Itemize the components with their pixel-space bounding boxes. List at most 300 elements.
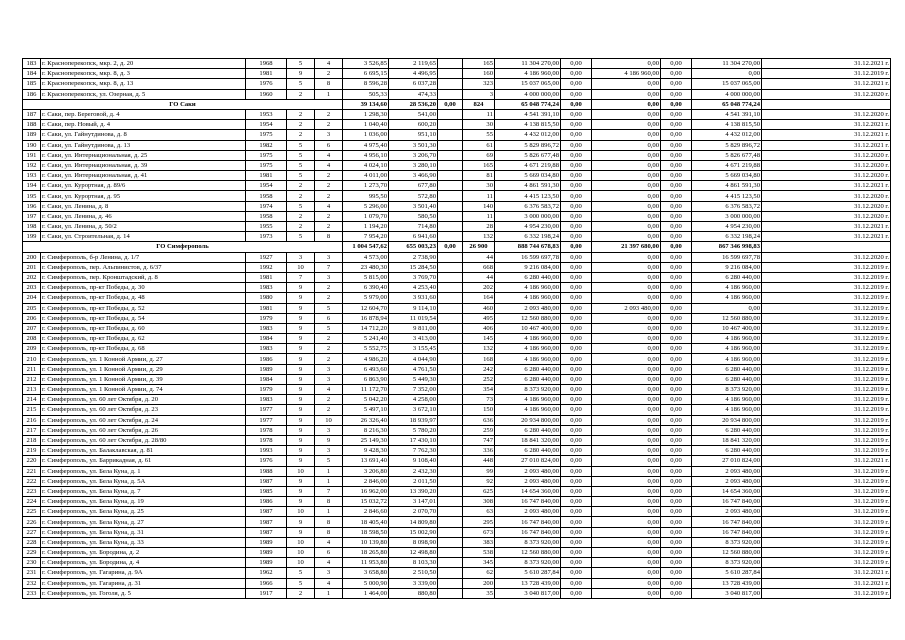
table-cell xyxy=(438,385,463,395)
table-cell: 6 280 440,00 xyxy=(692,272,762,282)
table-cell: г. Симферополь, ул. Бела Куна, д. 1 xyxy=(41,466,246,476)
table-cell: 31.12.2019 г. xyxy=(762,497,891,507)
table-cell: 2 xyxy=(287,120,315,130)
table-cell: 14 654 360,00 xyxy=(692,486,762,496)
table-cell: 219 xyxy=(23,446,41,456)
table-cell xyxy=(438,588,463,598)
table-cell: 0,00 xyxy=(561,252,592,262)
table-cell: 212 xyxy=(23,374,41,384)
table-cell: 150 xyxy=(463,405,495,415)
table-cell: 13 390,20 xyxy=(389,486,438,496)
table-cell: 160 xyxy=(463,69,495,79)
table-cell: 3 xyxy=(315,446,343,456)
table-cell: 9 xyxy=(315,435,343,445)
table-cell xyxy=(438,507,463,517)
table-row xyxy=(23,262,891,272)
table-cell: 0,00 xyxy=(661,527,692,537)
table-cell: 5 449,30 xyxy=(389,374,438,384)
table-cell: 1984 xyxy=(246,374,287,384)
table-cell: г. Симферополь, ул. Бела Куна, д. 27 xyxy=(41,517,246,527)
table-cell: г. Симферополь, пр-кт Победы, д. 30 xyxy=(41,283,246,293)
table-row xyxy=(23,415,891,425)
table-cell: 1976 xyxy=(246,456,287,466)
table-cell: 16 747 840,00 xyxy=(692,527,762,537)
table-cell xyxy=(438,262,463,272)
table-cell: 31.12.2020 г. xyxy=(762,252,891,262)
table-cell: 191 xyxy=(23,150,41,160)
table-cell: 9 108,40 xyxy=(389,456,438,466)
table-cell: 9 216 084,00 xyxy=(692,262,762,272)
table-cell: 1927 xyxy=(246,252,287,262)
table-cell: г. Симферополь, ул. 60 лет Октября, д. 20 xyxy=(41,395,246,405)
table-cell: г. Саки, ул. Курортная, д. 89/6 xyxy=(41,181,246,191)
table-cell: 4 186 960,00 xyxy=(495,405,561,415)
table-cell: 1987 xyxy=(246,507,287,517)
table-cell: 0,00 xyxy=(661,323,692,333)
table-cell xyxy=(438,79,463,89)
table-cell: 3 xyxy=(315,374,343,384)
table-cell: 11 304 270,00 xyxy=(692,59,762,69)
table-cell: г. Симферополь, ул. Баррикадная, д. 61 xyxy=(41,456,246,466)
table-cell xyxy=(438,578,463,588)
table-cell: 2 093 480,00 xyxy=(495,303,561,313)
table-cell: 15 002,90 xyxy=(389,527,438,537)
table-cell: 600,20 xyxy=(389,120,438,130)
table-cell: 8 xyxy=(315,517,343,527)
table-cell: 2 xyxy=(287,181,315,191)
table-cell: 11 xyxy=(463,191,495,201)
table-cell: 11 304 270,00 xyxy=(495,59,561,69)
table-cell: 3 501,30 xyxy=(389,140,438,150)
table-cell: 31.12.2021 г. xyxy=(762,568,891,578)
table-cell: 0,00 xyxy=(561,181,592,191)
table-cell: 81 xyxy=(463,171,495,181)
table-cell: 69 xyxy=(463,150,495,160)
table-cell xyxy=(438,303,463,313)
table-cell: 31.12.2019 г. xyxy=(762,558,891,568)
table-row xyxy=(23,272,891,282)
table-cell: г. Симферополь, ул. Бела Куна, д. 19 xyxy=(41,497,246,507)
table-cell: 448 xyxy=(463,456,495,466)
table-cell: 31.12.2019 г. xyxy=(762,385,891,395)
table-row xyxy=(23,222,891,232)
table-cell: г. Саки, ул. Ленина, д. 50/2 xyxy=(41,222,246,232)
table-cell: 2 xyxy=(315,293,343,303)
table-cell: 0,00 xyxy=(592,486,661,496)
table-cell: 0,00 xyxy=(661,344,692,354)
table-cell: 2 xyxy=(287,588,315,598)
table-cell: 1987 xyxy=(246,476,287,486)
table-cell: 31.12.2019 г. xyxy=(762,435,891,445)
table-row xyxy=(23,252,891,262)
table-cell: 23 480,30 xyxy=(343,262,389,272)
table-cell: 5 610 287,84 xyxy=(495,568,561,578)
table-cell: 187 xyxy=(23,109,41,119)
table-cell: 0,00 xyxy=(661,578,692,588)
table-cell: 0,00 xyxy=(661,303,692,313)
table-cell: 0,00 xyxy=(561,568,592,578)
table-cell: 2 xyxy=(287,130,315,140)
table-row xyxy=(23,293,891,303)
table-cell: 31.12.2020 г. xyxy=(762,89,891,99)
table-cell: 14 654 360,00 xyxy=(495,486,561,496)
table-cell: 206 xyxy=(23,313,41,323)
table-row xyxy=(23,232,891,242)
table-cell: 9 xyxy=(287,425,315,435)
table-cell xyxy=(438,160,463,170)
table-cell: 15 037 065,00 xyxy=(495,79,561,89)
table-cell: 0,00 xyxy=(561,303,592,313)
table-cell: 714,80 xyxy=(389,222,438,232)
table-cell: 213 xyxy=(23,385,41,395)
table-cell: 1992 xyxy=(246,262,287,272)
table-cell: 10 467 400,00 xyxy=(495,323,561,333)
table-cell: 31.12.2021 г. xyxy=(762,222,891,232)
table-cell xyxy=(438,456,463,466)
table-cell: 3 206,70 xyxy=(389,150,438,160)
table-cell: 31.12.2019 г. xyxy=(762,323,891,333)
table-cell: 31.12.2019 г. xyxy=(762,476,891,486)
table-cell: 0,00 xyxy=(561,89,592,99)
table-cell: 5 xyxy=(287,79,315,89)
table-cell: 31.12.2019 г. xyxy=(762,466,891,476)
table-cell: 220 xyxy=(23,456,41,466)
table-cell: 4 186 960,00 xyxy=(592,69,661,79)
table-cell: 0,00 xyxy=(561,537,592,547)
table-cell: 747 xyxy=(463,435,495,445)
table-cell: 31.12.2021 г. xyxy=(762,130,891,140)
table-cell xyxy=(438,425,463,435)
table-cell: 226 xyxy=(23,517,41,527)
table-cell: 580,50 xyxy=(389,211,438,221)
table-cell: 3 672,10 xyxy=(389,405,438,415)
table-cell: 3 147,01 xyxy=(389,497,438,507)
table-cell: 13 728 439,00 xyxy=(692,578,762,588)
table-row xyxy=(23,517,891,527)
table-cell: 0,00 xyxy=(661,191,692,201)
table-cell: 0,00 xyxy=(438,242,463,252)
table-cell: г. Симферополь, ул. Бела Куна, д. 25 xyxy=(41,507,246,517)
table-cell: 61 xyxy=(463,140,495,150)
table-cell: 18 405,40 xyxy=(343,517,389,527)
table-cell: 184 xyxy=(23,69,41,79)
table-cell: г. Симферополь, ул. 1 Конной Армии, д. 74 xyxy=(41,385,246,395)
table-row xyxy=(23,313,891,323)
table-cell: 31.12.2020 г. xyxy=(762,191,891,201)
capital-repair-table xyxy=(22,58,891,599)
table-row xyxy=(23,140,891,150)
table-cell: 0,00 xyxy=(561,262,592,272)
table-cell: 0,00 xyxy=(661,435,692,445)
table-cell: 2 093 480,00 xyxy=(692,507,762,517)
table-cell: 26 326,40 xyxy=(343,415,389,425)
table-cell: 31.12.2021 г. xyxy=(762,59,891,69)
table-cell: 9 xyxy=(287,374,315,384)
table-cell: 1983 xyxy=(246,283,287,293)
table-cell: 5 xyxy=(287,578,315,588)
table-cell: 1 273,70 xyxy=(343,181,389,191)
table-cell: 0,00 xyxy=(661,140,692,150)
table-cell: 231 xyxy=(23,568,41,578)
table-cell xyxy=(438,222,463,232)
table-cell: 0,00 xyxy=(592,476,661,486)
table-row xyxy=(23,354,891,364)
table-cell: г. Саки, пер. Новый, д. 4 xyxy=(41,120,246,130)
table-cell: 0,00 xyxy=(561,334,592,344)
table-cell: г. Саки, ул. Интернациональная, д. 41 xyxy=(41,171,246,181)
table-cell: 10 xyxy=(287,507,315,517)
table-cell: 0,00 xyxy=(561,588,592,598)
table-row xyxy=(23,568,891,578)
table-cell: 0,00 xyxy=(561,405,592,415)
table-cell: 2 xyxy=(315,334,343,344)
table-cell: 2 xyxy=(287,191,315,201)
table-cell: 4 541 391,10 xyxy=(495,109,561,119)
table-cell: г. Симферополь, ул. Гагарина, д. 9А xyxy=(41,568,246,578)
table-cell: 0,00 xyxy=(661,456,692,466)
table-cell: 31.12.2019 г. xyxy=(762,486,891,496)
table-cell: 0,00 xyxy=(661,486,692,496)
table-cell xyxy=(438,537,463,547)
table-cell: 3 xyxy=(287,252,315,262)
table-cell: 4 415 123,50 xyxy=(495,191,561,201)
table-cell: 0,00 xyxy=(561,120,592,130)
table-cell: 1984 xyxy=(246,334,287,344)
table-cell: 3 000 000,00 xyxy=(692,211,762,221)
table-cell: 31.12.2019 г. xyxy=(762,283,891,293)
table-cell xyxy=(438,558,463,568)
table-row xyxy=(23,374,891,384)
table-cell: г. Саки, ул. Гайнутдинова, д. 8 xyxy=(41,130,246,140)
table-cell: 995,50 xyxy=(343,191,389,201)
table-cell: г. Симферополь, б-р Ленина, д. 1/7 xyxy=(41,252,246,262)
table-cell: 10 xyxy=(315,415,343,425)
table-cell: 192 xyxy=(23,160,41,170)
table-cell: г. Симферополь, пр-кт Победы, д. 60 xyxy=(41,323,246,333)
table-cell: 0,00 xyxy=(661,507,692,517)
table-cell: 3 280,10 xyxy=(389,160,438,170)
table-cell: 28 536,20 xyxy=(389,99,438,109)
table-cell: 5 296,00 xyxy=(343,201,389,211)
table-cell xyxy=(438,517,463,527)
table-cell: 2 738,90 xyxy=(389,252,438,262)
table-cell: 201 xyxy=(23,262,41,272)
table-cell: 3 xyxy=(315,425,343,435)
table-cell: 0,00 xyxy=(561,558,592,568)
table-cell: 0,00 xyxy=(661,364,692,374)
table-cell: 5 042,20 xyxy=(343,395,389,405)
table-cell: 202 xyxy=(23,272,41,282)
table-cell: 1975 xyxy=(246,150,287,160)
table-cell: 0,00 xyxy=(592,252,661,262)
table-cell: 0,00 xyxy=(592,364,661,374)
table-cell: 0,00 xyxy=(592,435,661,445)
table-cell: 18 841 320,00 xyxy=(692,435,762,445)
table-cell xyxy=(438,527,463,537)
table-row xyxy=(23,548,891,558)
table-cell xyxy=(438,89,463,99)
table-cell: 4 573,00 xyxy=(343,252,389,262)
table-cell: 1981 xyxy=(246,303,287,313)
table-cell: 6 941,60 xyxy=(389,232,438,242)
table-cell: 5 497,10 xyxy=(343,405,389,415)
table-cell: 1962 xyxy=(246,568,287,578)
table-cell: 9 xyxy=(287,486,315,496)
table-cell: 195 xyxy=(23,191,41,201)
table-cell: 18 841 320,00 xyxy=(495,435,561,445)
table-cell: 1973 xyxy=(246,232,287,242)
table-cell: 4 186 960,00 xyxy=(692,395,762,405)
table-cell: 345 xyxy=(463,558,495,568)
table-cell: 4 186 960,00 xyxy=(495,395,561,405)
table-cell: 230 xyxy=(23,558,41,568)
table-cell: 5 xyxy=(287,232,315,242)
table-cell: 31.12.2019 г. xyxy=(762,313,891,323)
table-cell: 198 xyxy=(23,222,41,232)
table-cell: 677,80 xyxy=(389,181,438,191)
table-cell: 16 747 840,00 xyxy=(495,517,561,527)
table-cell: 18 939,97 xyxy=(389,415,438,425)
table-cell: 31.12.2021 г. xyxy=(762,578,891,588)
table-cell: 31.12.2019 г. xyxy=(762,374,891,384)
table-cell: 2 093 480,00 xyxy=(495,476,561,486)
table-cell: 31.12.2019 г. xyxy=(762,293,891,303)
table-row xyxy=(23,160,891,170)
table-cell: 12 498,80 xyxy=(389,548,438,558)
table-cell: 12 560 880,00 xyxy=(495,313,561,323)
table-cell xyxy=(438,405,463,415)
table-cell: 188 xyxy=(23,120,41,130)
table-cell: 538 xyxy=(463,548,495,558)
table-cell: 0,00 xyxy=(561,232,592,242)
table-cell: 5 826 677,48 xyxy=(692,150,762,160)
table-cell: 308 xyxy=(463,497,495,507)
table-row xyxy=(23,201,891,211)
table-cell: 2 xyxy=(287,222,315,232)
table-cell: 4 954 230,00 xyxy=(495,222,561,232)
table-cell: 0,00 xyxy=(561,313,592,323)
table-cell: 6 280 440,00 xyxy=(692,364,762,374)
table-cell: 6 332 198,24 xyxy=(692,232,762,242)
table-cell: 0,00 xyxy=(561,527,592,537)
table-cell: 8 xyxy=(315,497,343,507)
table-cell xyxy=(438,201,463,211)
table-cell: 190 xyxy=(23,140,41,150)
table-cell: 541,00 xyxy=(389,109,438,119)
table-cell: 1983 xyxy=(246,395,287,405)
table-cell: 2 011,50 xyxy=(389,476,438,486)
table-cell: 31.12.2019 г. xyxy=(762,303,891,313)
table-cell: 4 xyxy=(315,558,343,568)
table-cell: 8 xyxy=(315,79,343,89)
table-cell: 26 900 xyxy=(463,242,495,252)
table-cell: 31.12.2019 г. xyxy=(762,354,891,364)
table-cell: 1 004 547,62 xyxy=(343,242,389,252)
table-cell: 14 809,80 xyxy=(389,517,438,527)
table-cell xyxy=(438,466,463,476)
table-cell: 6 xyxy=(315,140,343,150)
table-cell: 888 744 678,83 xyxy=(495,242,561,252)
table-cell: 1975 xyxy=(246,130,287,140)
table-cell xyxy=(438,191,463,201)
table-cell: 31.12.2021 г. xyxy=(762,232,891,242)
table-cell: 31.12.2020 г. xyxy=(762,160,891,170)
table-cell: 5 829 896,72 xyxy=(495,140,561,150)
table-cell: 31.12.2019 г. xyxy=(762,548,891,558)
table-cell: 1976 xyxy=(246,79,287,89)
table-cell: 6 376 583,72 xyxy=(495,201,561,211)
table-cell: 0,00 xyxy=(592,385,661,395)
table-cell: 10 xyxy=(287,548,315,558)
table-cell: 217 xyxy=(23,425,41,435)
table-row xyxy=(23,476,891,486)
table-cell: 6 863,90 xyxy=(343,374,389,384)
table-cell: 223 xyxy=(23,486,41,496)
table-cell: 4 186 960,00 xyxy=(495,334,561,344)
table-cell: г. Симферополь, пер. Альпинистов, д. 6/37 xyxy=(41,262,246,272)
table-cell: 5 000,90 xyxy=(343,578,389,588)
table-cell: 4 xyxy=(315,537,343,547)
table-cell: 4 000 000,00 xyxy=(692,89,762,99)
table-cell: 0,00 xyxy=(661,354,692,364)
table-cell: 17 430,10 xyxy=(389,435,438,445)
table-cell: 0,00 xyxy=(561,344,592,354)
table-cell: 0,00 xyxy=(592,181,661,191)
table-cell: 4 186 960,00 xyxy=(692,283,762,293)
table-cell: 200 xyxy=(463,578,495,588)
table-cell: 31.12.2020 г. xyxy=(762,171,891,181)
table-cell: 5 xyxy=(287,140,315,150)
table-cell xyxy=(438,435,463,445)
table-cell: 73 xyxy=(463,395,495,405)
table-cell: 4 415 123,50 xyxy=(692,191,762,201)
table-cell: 0,00 xyxy=(661,59,692,69)
table-cell: 9 xyxy=(287,405,315,415)
table-cell: 92 xyxy=(463,476,495,486)
table-cell: 0,00 xyxy=(561,140,592,150)
table-cell: 3 xyxy=(315,272,343,282)
table-cell: 2 xyxy=(287,211,315,221)
table-cell: 0,00 xyxy=(661,201,692,211)
table-cell: 233 xyxy=(23,588,41,598)
table-cell: 0,00 xyxy=(592,160,661,170)
table-cell: г. Симферополь, ул. 1 Конной Армии, д. 27 xyxy=(41,354,246,364)
table-cell: 1954 xyxy=(246,181,287,191)
table-cell: 31.12.2019 г. xyxy=(762,446,891,456)
table-cell: 5 xyxy=(287,171,315,181)
table-cell: 16 747 840,00 xyxy=(495,497,561,507)
table-cell: 2 xyxy=(315,181,343,191)
table-cell: 0,00 xyxy=(592,59,661,69)
table-cell: 145 xyxy=(463,334,495,344)
table-cell: 164 xyxy=(463,293,495,303)
table-cell: 0,00 xyxy=(592,283,661,293)
table-cell: 11 953,80 xyxy=(343,558,389,568)
table-cell: 31.12.2019 г. xyxy=(762,344,891,354)
table-cell: 5 241,40 xyxy=(343,334,389,344)
table-cell: 0,00 xyxy=(561,456,592,466)
table-cell: 2 xyxy=(315,69,343,79)
table-cell: 0,00 xyxy=(661,497,692,507)
table-cell: 31.12.2020 г. xyxy=(762,211,891,221)
table-cell: 572,80 xyxy=(389,191,438,201)
table-row xyxy=(23,446,891,456)
table-cell: 9 xyxy=(287,497,315,507)
table-cell: 65 048 774,24 xyxy=(495,99,561,109)
table-cell: 0,00 xyxy=(561,99,592,109)
table-cell: 6 390,40 xyxy=(343,283,389,293)
table-cell: 214 xyxy=(23,395,41,405)
